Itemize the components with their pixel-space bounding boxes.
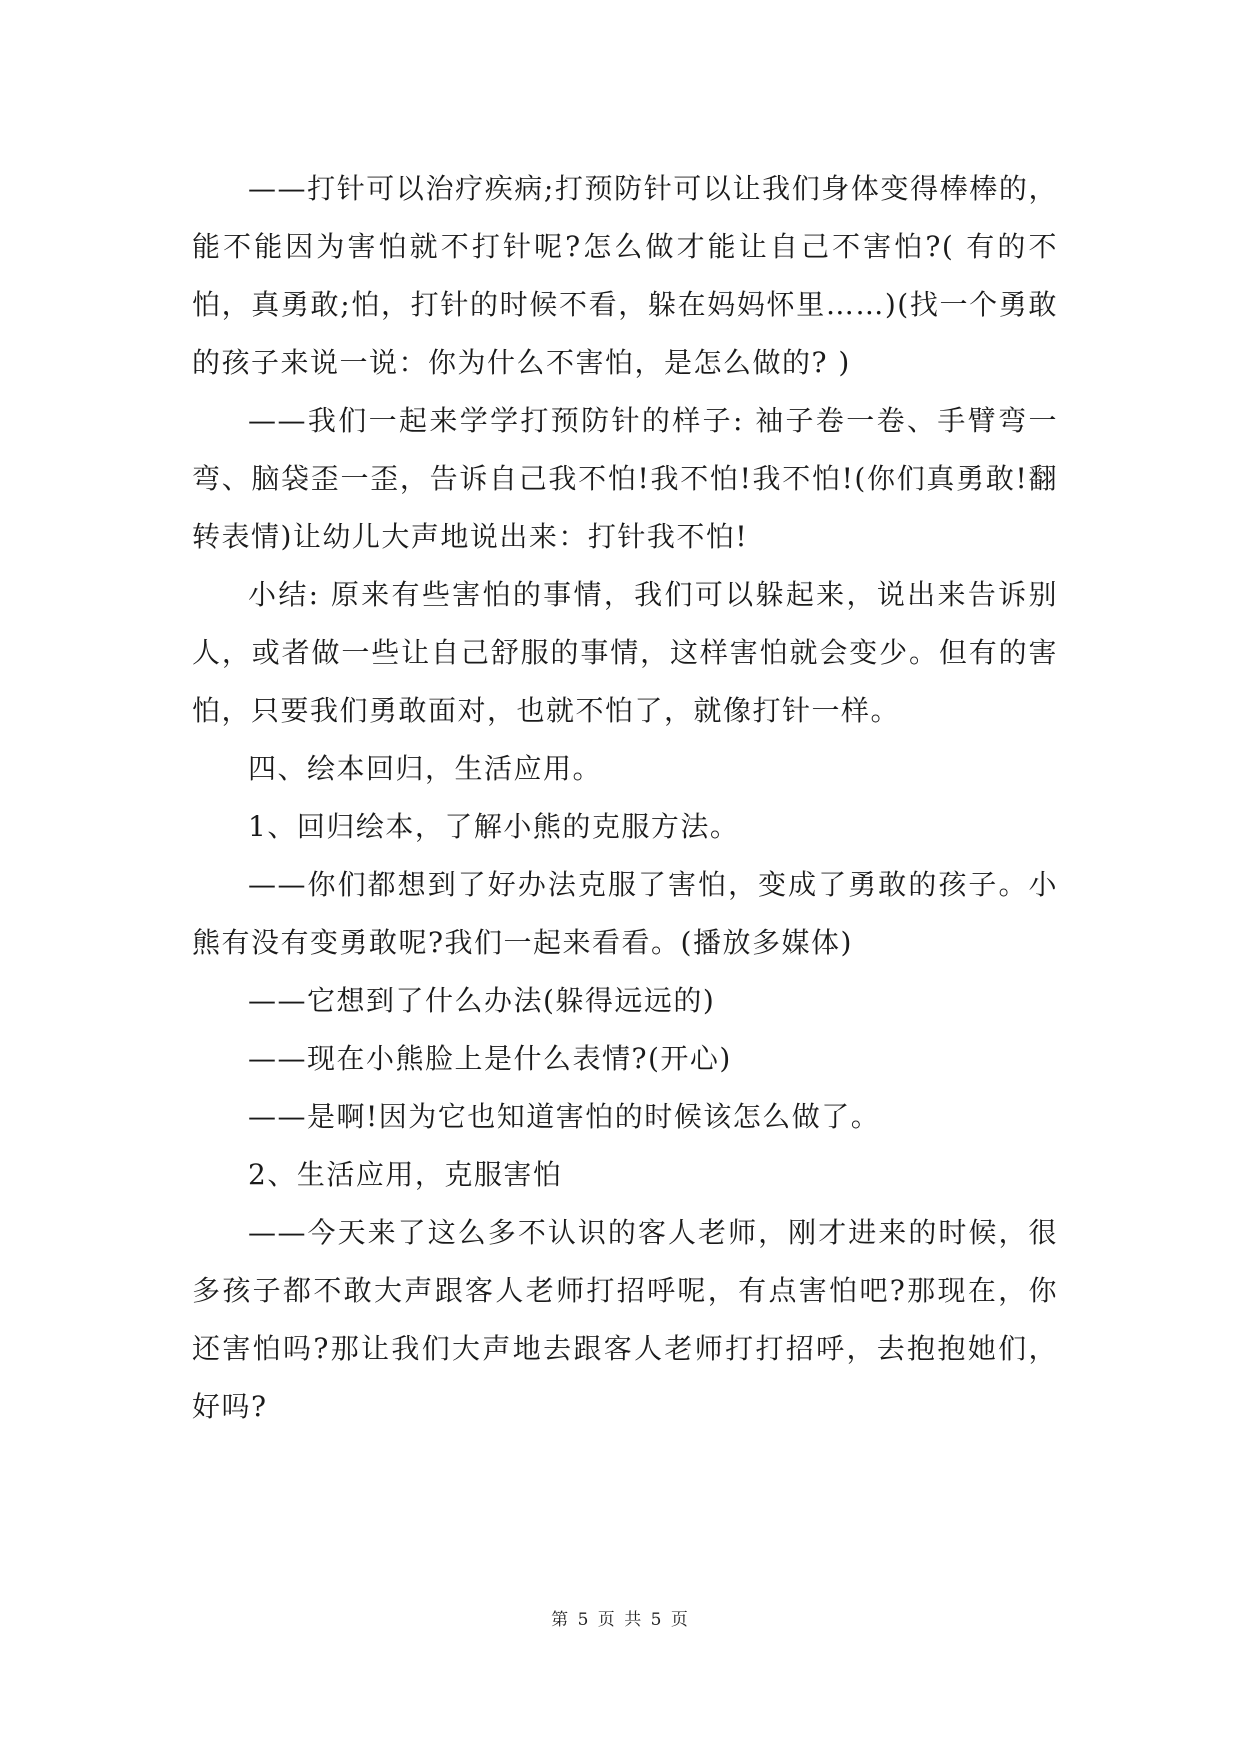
document-body — [192, 160, 1058, 1436]
subsection-heading: 1、回归绘本，了解小熊的克服方法。 — [248, 810, 740, 843]
paragraph: ——我们一起来学学打预防针的样子: 袖子卷一卷、手臂弯一弯、脑袋歪一歪，告诉自己我不怕!我不怕!我不怕!(你们真勇敢!翻转表情)让幼儿大声地说出来：打针我不怕! — [192, 404, 1058, 553]
section-heading: 四、绘本回归，生活应用。 — [248, 752, 603, 785]
paragraph: ——你们都想到了好办法克服了害怕，变成了勇敢的孩子。小熊有没有变勇敢呢?我们一起来看看。(播放多媒体) — [192, 868, 1058, 959]
paragraph: 小结: 原来有些害怕的事情，我们可以躲起来，说出来告诉别人，或者做一些让自己舒服的事情，这样害怕就会变少。但有的害怕，只要我们勇敢面对，也就不怕了，就像打针一样。 — [192, 578, 1058, 727]
paragraph: ——是啊!因为它也知道害怕的时候该怎么做了。 — [248, 1100, 881, 1133]
paragraph: ——今天来了这么多不认识的客人老师，刚才进来的时候，很多孩子都不敢大声跟客人老师打招呼呢，有点害怕吧?那现在，你还害怕吗?那让我们大声地去跟客人老师打打招呼，去抱抱她们，好吗? — [192, 1216, 1058, 1423]
paragraph: ——它想到了什么办法(躲得远远的) — [248, 984, 716, 1017]
paragraph: ——打针可以治疗疾病;打预防针可以让我们身体变得棒棒的，能不能因为害怕就不打针呢?怎么做才能让自己不害怕?( 有的不怕，真勇敢;怕，打针的时候不看，躲在妈妈怀里……)(找一个勇敢的孩子来说一说：你为什么不害怕，是怎么做的? ) — [192, 172, 1058, 379]
paragraph: ——现在小熊脸上是什么表情?(开心) — [248, 1042, 732, 1075]
subsection-heading: 2、生活应用，克服害怕 — [248, 1158, 563, 1191]
page-number-footer: 第 5 页 共 5 页 — [551, 1610, 690, 1630]
